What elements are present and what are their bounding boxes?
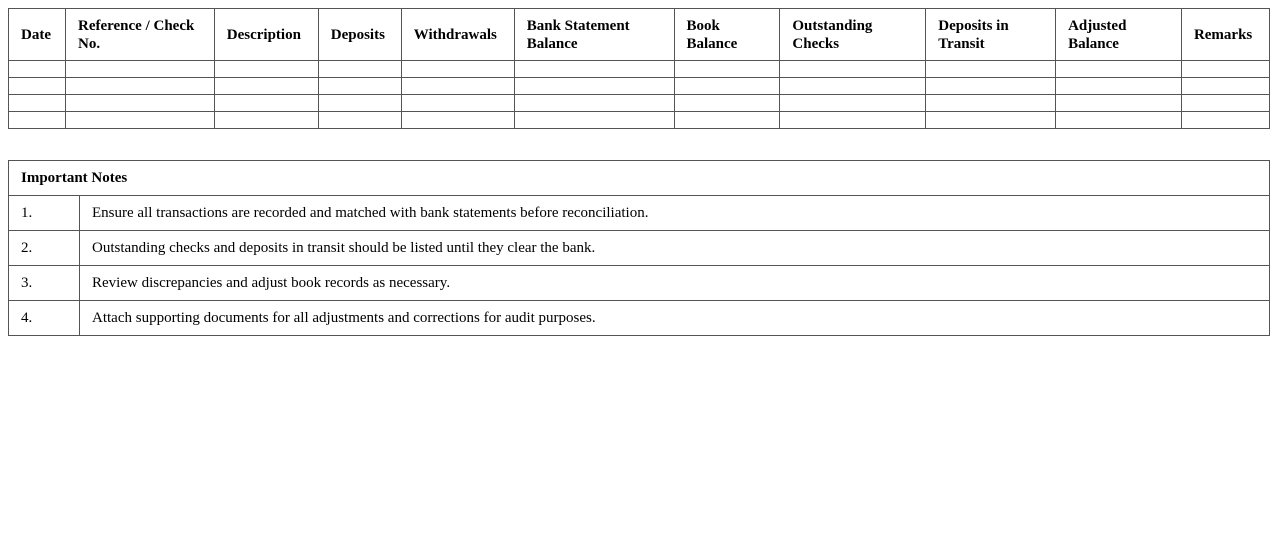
table-cell[interactable]	[780, 61, 926, 78]
table-cell[interactable]	[65, 78, 214, 95]
column-header: Adjusted Balance	[1056, 9, 1182, 61]
note-text: Review discrepancies and adjust book records as necessary.	[80, 266, 1270, 301]
note-text: Ensure all transactions are recorded and matched with bank statements before reconciliation.	[80, 196, 1270, 231]
table-row	[9, 95, 1270, 112]
note-row	[9, 301, 1270, 336]
table-cell[interactable]	[214, 95, 318, 112]
table-cell[interactable]	[401, 112, 514, 129]
column-header: Description	[214, 9, 318, 61]
table-cell[interactable]	[214, 61, 318, 78]
table-cell[interactable]	[65, 95, 214, 112]
table-cell[interactable]	[926, 61, 1056, 78]
table-row	[9, 112, 1270, 129]
column-header: Deposits	[318, 9, 401, 61]
table-cell[interactable]	[926, 78, 1056, 95]
note-row	[9, 266, 1270, 301]
table-cell[interactable]	[401, 61, 514, 78]
note-number: 4.	[9, 301, 80, 336]
table-cell[interactable]	[674, 61, 780, 78]
table-cell[interactable]	[214, 112, 318, 129]
reconciliation-table	[8, 8, 1270, 129]
note-number: 1.	[9, 196, 80, 231]
table-cell[interactable]	[674, 112, 780, 129]
table-row	[9, 78, 1270, 95]
column-header: Withdrawals	[401, 9, 514, 61]
column-header: Book Balance	[674, 9, 780, 61]
table-cell[interactable]	[1181, 95, 1269, 112]
column-header: Bank Statement Balance	[514, 9, 674, 61]
table-cell[interactable]	[1056, 95, 1182, 112]
column-header: Reference / Check No.	[65, 9, 214, 61]
table-cell[interactable]	[65, 61, 214, 78]
table-cell[interactable]	[214, 78, 318, 95]
column-header: Deposits in Transit	[926, 9, 1056, 61]
table-cell[interactable]	[318, 78, 401, 95]
table-cell[interactable]	[926, 112, 1056, 129]
note-number: 3.	[9, 266, 80, 301]
table-cell[interactable]	[1181, 78, 1269, 95]
table-cell[interactable]	[9, 95, 66, 112]
table-cell[interactable]	[926, 95, 1056, 112]
table-cell[interactable]	[780, 95, 926, 112]
table-cell[interactable]	[514, 112, 674, 129]
table-cell[interactable]	[401, 95, 514, 112]
table-cell[interactable]	[9, 112, 66, 129]
table-cell[interactable]	[1056, 61, 1182, 78]
notes-title: Important Notes	[9, 161, 1270, 196]
table-cell[interactable]	[780, 112, 926, 129]
note-row	[9, 231, 1270, 266]
table-cell[interactable]	[1181, 112, 1269, 129]
table-cell[interactable]	[1056, 78, 1182, 95]
table-cell[interactable]	[514, 95, 674, 112]
table-row	[9, 61, 1270, 78]
table-cell[interactable]	[514, 78, 674, 95]
header-row	[9, 9, 1270, 61]
table-cell[interactable]	[318, 61, 401, 78]
table-cell[interactable]	[1056, 112, 1182, 129]
note-text: Outstanding checks and deposits in transit should be listed until they clear the bank.	[80, 231, 1270, 266]
column-header: Date	[9, 9, 66, 61]
table-cell[interactable]	[65, 112, 214, 129]
note-row	[9, 196, 1270, 231]
note-number: 2.	[9, 231, 80, 266]
table-cell[interactable]	[674, 95, 780, 112]
note-text: Attach supporting documents for all adjustments and corrections for audit purposes.	[80, 301, 1270, 336]
important-notes-table	[8, 160, 1270, 336]
table-cell[interactable]	[318, 95, 401, 112]
column-header: Outstanding Checks	[780, 9, 926, 61]
column-header: Remarks	[1181, 9, 1269, 61]
table-cell[interactable]	[401, 78, 514, 95]
table-cell[interactable]	[674, 78, 780, 95]
table-cell[interactable]	[318, 112, 401, 129]
table-cell[interactable]	[1181, 61, 1269, 78]
table-cell[interactable]	[780, 78, 926, 95]
table-cell[interactable]	[9, 78, 66, 95]
table-cell[interactable]	[9, 61, 66, 78]
table-cell[interactable]	[514, 61, 674, 78]
